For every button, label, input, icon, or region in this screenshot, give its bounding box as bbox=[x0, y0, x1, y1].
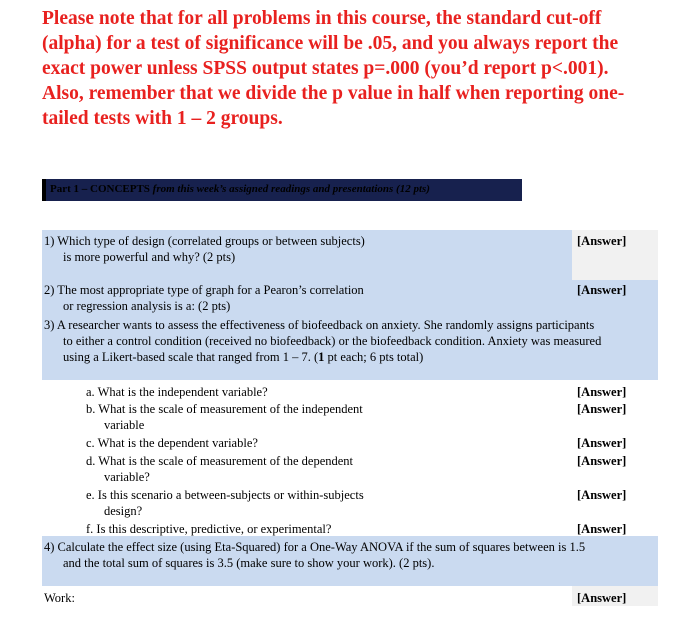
work-answer[interactable]: [Answer] bbox=[577, 591, 627, 605]
q3d-answer[interactable]: [Answer] bbox=[577, 454, 627, 468]
work-label: Work: bbox=[44, 591, 75, 605]
part-header-subtitle: from this week’s assigned readings and presentations (12 pts) bbox=[152, 183, 430, 195]
q3c-text: c. What is the dependent variable? bbox=[86, 436, 258, 450]
q3-text-line1: 3) A researcher wants to assess the effectiveness of biofeedback on anxiety. She randomly assigns participants bbox=[44, 318, 595, 332]
q4-text-line2: and the total sum of squares is 3.5 (make sure to show your work). (2 pts). bbox=[63, 556, 435, 570]
q2-text-line1: 2) The most appropriate type of graph for a Pearon’s correlation bbox=[44, 283, 364, 297]
q3b-text-line1: b. What is the scale of measurement of the independent bbox=[86, 402, 363, 416]
q3a-answer[interactable]: [Answer] bbox=[577, 385, 627, 399]
q3-line3-post: pt each; 6 pts total) bbox=[324, 350, 424, 364]
q2-text-line2: or regression analysis is a: (2 pts) bbox=[63, 299, 231, 313]
part-1-header bbox=[42, 179, 522, 201]
q3a-text: a. What is the independent variable? bbox=[86, 385, 268, 399]
q3b-answer[interactable]: [Answer] bbox=[577, 402, 627, 416]
q3d-text-line1: d. What is the scale of measurement of the dependent bbox=[86, 454, 354, 468]
q3-line3-pre: using a Likert-based scale that ranged from 1 – 7. ( bbox=[63, 350, 319, 364]
q3f-answer[interactable]: [Answer] bbox=[577, 522, 627, 536]
q4-text-line1: 4) Calculate the effect size (using Eta-Squared) for a One-Way ANOVA if the sum of squares between is 1.5 bbox=[44, 540, 586, 554]
q3b-text-line2: variable bbox=[104, 418, 145, 432]
course-notice bbox=[42, 6, 672, 131]
q3f-text: f. Is this descriptive, predictive, or experimental? bbox=[86, 522, 332, 536]
notice-line: Also, remember that we divide the p value in half when reporting one- bbox=[42, 83, 625, 104]
notice-line: tailed tests with 1 – 2 groups. bbox=[42, 108, 283, 129]
q3e-text-line2: design? bbox=[104, 504, 143, 518]
q3c-answer[interactable]: [Answer] bbox=[577, 436, 627, 450]
notice-line: (alpha) for a test of significance will be .05, and you always report the bbox=[42, 33, 619, 54]
q3-text-line2: to either a control condition (received no biofeedback) or the biofeedback condition. Anxiety was measured bbox=[63, 334, 602, 348]
notice-line: exact power unless SPSS output states p=.000 (you’d report p<.001). bbox=[42, 58, 609, 79]
q1-text-line2: is more powerful and why? (2 pts) bbox=[63, 250, 236, 264]
q3e-answer[interactable]: [Answer] bbox=[577, 488, 627, 502]
q2-answer[interactable]: [Answer] bbox=[577, 283, 627, 297]
q3d-text-line2: variable? bbox=[104, 470, 150, 484]
q1-answer[interactable]: [Answer] bbox=[577, 234, 627, 248]
q3e-text-line1: e. Is this scenario a between-subjects or within-subjects bbox=[86, 488, 364, 502]
q3-line3-bold: 1 bbox=[318, 350, 325, 364]
notice-line: Please note that for all problems in this course, the standard cut-off bbox=[42, 8, 602, 29]
q1-text-line1: 1) Which type of design (correlated groups or between subjects) bbox=[44, 234, 365, 248]
part-header-title: Part 1 – CONCEPTS bbox=[50, 183, 150, 195]
q3-text-line3 bbox=[63, 349, 423, 366]
